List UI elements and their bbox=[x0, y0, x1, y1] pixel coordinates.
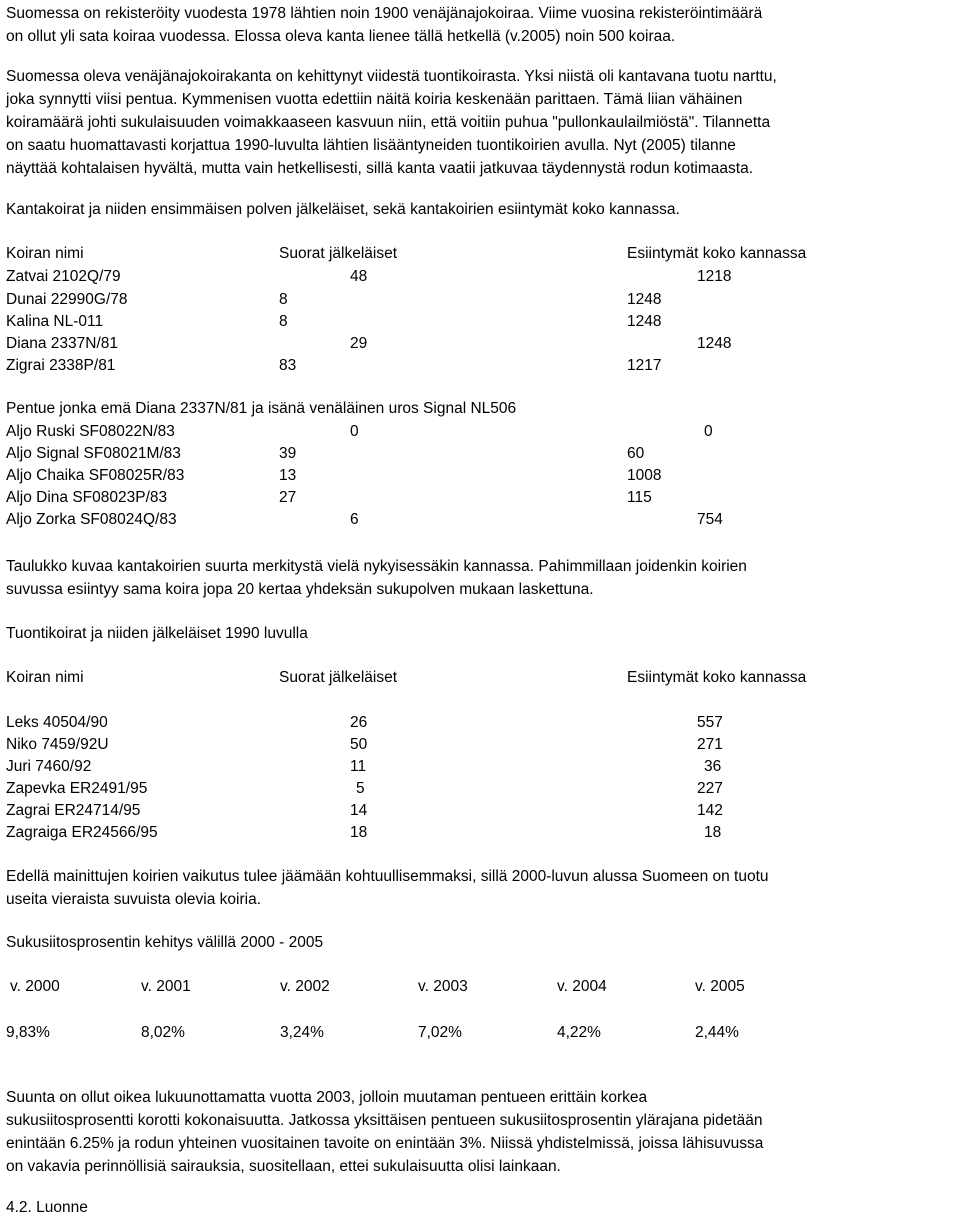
history-line: näyttää kohtalaisen hyvältä, mutta vain hetkellisesti, sillä kanta vaatii jatkuvaa täydennystä rodun kotimaasta. bbox=[6, 160, 753, 177]
inbreeding-value-cell: 2,44% bbox=[695, 1024, 739, 1041]
occurrences-cell: 18 bbox=[704, 824, 722, 841]
year-cell: v. 2001 bbox=[141, 978, 191, 995]
occurrences-cell: 1217 bbox=[627, 357, 662, 374]
column-header-offspring: Suorat jälkeläiset bbox=[279, 245, 398, 262]
offspring-cell: 8 bbox=[279, 313, 288, 330]
offspring-cell: 48 bbox=[350, 268, 368, 285]
trend-note-line: enintään 6.25% ja rodun yhteinen vuositainen tavoite on enintään 3%. Niissä yhdistelmissä, joissa lähisuvussa bbox=[6, 1135, 764, 1152]
litter-heading: Pentue jonka emä Diana 2337N/81 ja isänä venäläinen uros Signal NL506 bbox=[6, 400, 517, 417]
dog-name-cell: Aljo Zorka SF08024Q/83 bbox=[6, 511, 177, 528]
column-header-name: Koiran nimi bbox=[6, 245, 84, 262]
offspring-cell: 26 bbox=[350, 714, 368, 731]
imports-heading: Tuontikoirat ja niiden jälkeläiset 1990 luvulla bbox=[6, 625, 308, 642]
offspring-cell: 0 bbox=[350, 423, 359, 440]
occurrences-cell: 754 bbox=[697, 511, 723, 528]
offspring-cell: 8 bbox=[279, 291, 288, 308]
dog-name-cell: Zigrai 2338P/81 bbox=[6, 357, 116, 374]
offspring-cell: 11 bbox=[350, 758, 367, 775]
dog-name-cell: Aljo Chaika SF08025R/83 bbox=[6, 467, 185, 484]
occurrences-cell: 271 bbox=[697, 736, 723, 753]
imports-note-line: useita vieraista suvuista olevia koiria. bbox=[6, 891, 262, 908]
offspring-cell: 5 bbox=[356, 780, 365, 797]
occurrences-cell: 115 bbox=[627, 489, 652, 506]
table-note-line: Taulukko kuvaa kantakoirien suurta merkitystä vielä nykyisessäkin kannassa. Pahimmillaan joidenkin koirien bbox=[6, 558, 747, 575]
occurrences-cell: 142 bbox=[697, 802, 723, 819]
occurrences-cell: 60 bbox=[627, 445, 645, 462]
dog-name-cell: Dunai 22990G/78 bbox=[6, 291, 128, 308]
column-header-offspring: Suorat jälkeläiset bbox=[279, 669, 398, 686]
intro-line: on ollut yli sata koiraa vuodessa. Elossa oleva kanta lienee tällä hetkellä (v.2005) noin 500 koiraa. bbox=[6, 28, 676, 45]
section-heading: 4.2. Luonne bbox=[6, 1199, 88, 1216]
offspring-cell: 27 bbox=[279, 489, 297, 506]
dog-name-cell: Aljo Ruski SF08022N/83 bbox=[6, 423, 175, 440]
intro-line: Suomessa on rekisteröity vuodesta 1978 lähtien noin 1900 venäjänajokoiraa. Viime vuosina rekisteröintimäärä bbox=[6, 5, 763, 22]
year-cell: v. 2003 bbox=[418, 978, 468, 995]
dog-name-cell: Diana 2337N/81 bbox=[6, 335, 119, 352]
imports-note-line: Edellä mainittujen koirien vaikutus tulee jäämään kohtuullisemmaksi, sillä 2000-luvun alussa Suomeen on tuotu bbox=[6, 868, 769, 885]
trend-note-line: sukusiitosprosentti korotti kokonaisuutta. Jatkossa yksittäisen pentueen sukusiitosprosentin ylärajana pidetään bbox=[6, 1112, 763, 1129]
offspring-cell: 18 bbox=[350, 824, 368, 841]
dog-name-cell: Zapevka ER2491/95 bbox=[6, 780, 148, 797]
offspring-cell: 6 bbox=[350, 511, 359, 528]
year-cell: v. 2000 bbox=[10, 978, 60, 995]
dog-name-cell: Aljo Signal SF08021M/83 bbox=[6, 445, 181, 462]
offspring-cell: 13 bbox=[279, 467, 297, 484]
trend-note-line: Suunta on ollut oikea lukuunottamatta vuotta 2003, jolloin muutaman pentueen erittäin korkea bbox=[6, 1089, 648, 1106]
occurrences-cell: 0 bbox=[704, 423, 713, 440]
dog-name-cell: Zagraiga ER24566/95 bbox=[6, 824, 158, 841]
column-header-occurrences: Esiintymät koko kannassa bbox=[627, 245, 807, 262]
column-header-occurrences: Esiintymät koko kannassa bbox=[627, 669, 807, 686]
dog-name-cell: Juri 7460/92 bbox=[6, 758, 92, 775]
inbreeding-heading: Sukusiitosprosentin kehitys välillä 2000 - 2005 bbox=[6, 934, 324, 951]
column-header-name: Koiran nimi bbox=[6, 669, 84, 686]
table-note-line: suvussa esiintyy sama koira jopa 20 kertaa yhdeksän sukupolven mukaan laskettuna. bbox=[6, 581, 594, 598]
dog-name-cell: Aljo Dina SF08023P/83 bbox=[6, 489, 168, 506]
occurrences-cell: 227 bbox=[697, 780, 723, 797]
offspring-cell: 14 bbox=[350, 802, 368, 819]
year-cell: v. 2005 bbox=[695, 978, 745, 995]
offspring-cell: 83 bbox=[279, 357, 297, 374]
offspring-cell: 29 bbox=[350, 335, 368, 352]
inbreeding-value-cell: 8,02% bbox=[141, 1024, 185, 1041]
history-line: koiramäärä johti sukulaisuuden voimakkaaseen kasvuun niin, että voitiin puhua "pullonkaulailmiöstä". Tilannetta bbox=[6, 114, 771, 131]
dog-name-cell: Kalina NL-011 bbox=[6, 313, 104, 330]
dog-name-cell: Zagrai ER24714/95 bbox=[6, 802, 141, 819]
occurrences-cell: 1218 bbox=[697, 268, 732, 285]
dog-name-cell: Leks 40504/90 bbox=[6, 714, 108, 731]
history-line: on saatu huomattavasti korjattua 1990-luvulta lähtien lisääntyneiden tuontikoirien avulla. Nyt (2005) tilanne bbox=[6, 137, 736, 154]
history-line: joka synnytti viisi pentua. Kymmenisen vuotta edettiin näitä koiria keskenään parittaen. Tämä liian vähäinen bbox=[6, 91, 743, 108]
occurrences-cell: 1248 bbox=[627, 313, 662, 330]
history-line: Suomessa oleva venäjänajokoirakanta on kehittynyt viidestä tuontikoirasta. Yksi niistä oli kantavana tuotu narttu, bbox=[6, 68, 777, 85]
dog-name-cell: Niko 7459/92U bbox=[6, 736, 109, 753]
occurrences-cell: 557 bbox=[697, 714, 723, 731]
dog-name-cell: Zatvai 2102Q/79 bbox=[6, 268, 121, 285]
occurrences-cell: 36 bbox=[704, 758, 722, 775]
inbreeding-value-cell: 4,22% bbox=[557, 1024, 601, 1041]
founders-heading: Kantakoirat ja niiden ensimmäisen polven jälkeläiset, sekä kantakoirien esiintymät koko kannassa. bbox=[6, 201, 680, 218]
offspring-cell: 50 bbox=[350, 736, 368, 753]
offspring-cell: 39 bbox=[279, 445, 297, 462]
inbreeding-value-cell: 7,02% bbox=[418, 1024, 462, 1041]
inbreeding-value-cell: 3,24% bbox=[280, 1024, 324, 1041]
inbreeding-value-cell: 9,83% bbox=[6, 1024, 50, 1041]
year-cell: v. 2004 bbox=[557, 978, 607, 995]
occurrences-cell: 1008 bbox=[627, 467, 662, 484]
occurrences-cell: 1248 bbox=[627, 291, 662, 308]
trend-note-line: on vakavia perinnöllisiä sairauksia, suositellaan, ettei sukulaisuutta olisi lainkaan. bbox=[6, 1158, 561, 1175]
occurrences-cell: 1248 bbox=[697, 335, 732, 352]
year-cell: v. 2002 bbox=[280, 978, 330, 995]
